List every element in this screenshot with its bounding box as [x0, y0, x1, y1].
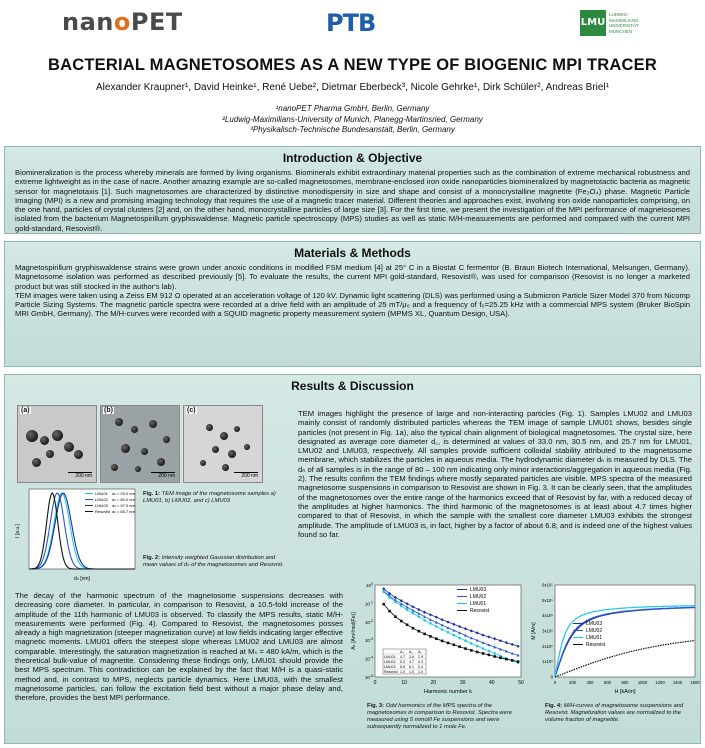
fig2-ylabel: I [a.u.]: [15, 524, 21, 538]
lmu-logo: [580, 10, 644, 36]
fig3-point: [441, 628, 444, 631]
particle: [26, 430, 38, 442]
fig3-ytick: $10^{-4}$: [364, 655, 373, 662]
fig4-xlabel: H [kA/m]: [614, 689, 636, 695]
fig3-point: [435, 625, 438, 628]
fig3-point: [388, 596, 391, 599]
nanopet-logo: nanoPET: [62, 8, 183, 36]
fig4-ytick: 3x10⁵: [542, 628, 553, 634]
fig3-point: [418, 615, 421, 618]
particle: [131, 426, 138, 433]
fig3-point: [470, 649, 473, 652]
fig4-xtick: 1000: [637, 680, 648, 685]
fig3-table-cell: Resovist: [384, 669, 398, 674]
particle: [141, 448, 148, 455]
particle: [74, 450, 83, 459]
particle: [121, 444, 130, 453]
results-text-2: The decay of the harmonic spectrum of the magnetosome suspensions decreases with decreasing core diameter. In particular, in comparison to Resovist, a 10.5-fold increase of the amplitude of the 11th harmonic of LMU03 is observed. To classify the MPS results, static M/H-measurements were performed (Fig. 4). Compared to Resovist, the magnetosomes posses already a high magnetization (steeper magnetization curve) at low fields indicating larger effective magnetic moments. LMU01 offers the steepest slope whereas LMU02 and LMU03 are almost comparable. Interestingly, the saturation magnetization is reached at Mₛ = 480 kA/m, which is the theoretical bulk-value of magnetite. Considering these findings only, LMU01 should provide the best MPS spectrum. This contradiction can be explained by the fact that M/H is a quasi-static method and, in contrast to MPS, neglects particle dynamics. Here LMU03, with the smallest magnetosome particles, can follow the excitation field best without a major phase delay and, therefore, provides the best MPI performance.: [15, 591, 343, 703]
fig3-point: [517, 660, 520, 663]
fig4-legend-label: LMU02: [586, 628, 603, 634]
fig4-xtick: 200: [569, 680, 576, 685]
fig3-caption: Fig. 3: Odd harmonics of the MPS spectra of the magnetosomes in comparison to Resovist. Spectra were measured using 5 mmol/l Fe suspensions and were subsequently normalized to 1 mole Fe.: [367, 703, 512, 730]
fig3-point: [423, 633, 426, 636]
fig3-point: [505, 658, 508, 661]
fig4-xtick: 1600: [690, 680, 700, 685]
header: [0, 0, 705, 50]
fig4-ylabel: M [A/m]: [531, 622, 537, 640]
fig2-legend-value: dₕ = 65.7 nm: [112, 509, 135, 514]
fig4-xtick: 400: [586, 680, 594, 685]
fig3-table-cell: 5.4: [418, 664, 423, 669]
particle: [40, 436, 49, 445]
fig3-point: [406, 608, 409, 611]
fig3-xtick: 10: [401, 680, 407, 686]
fig3-point: [499, 657, 502, 660]
intro-text: Biomineralization is the process whereby minerals are formed by living organisms. Biominerals exhibit extraordinary material properties such as the combination of extreme mechanical robustness and extreme lightweight as in the case of nacre. Another amazing example are so-called magnetosomes, membrane-enclosed iron oxide nanoparticles biomineralized by magnetotactic bacteria as magnetic sensor for magnetotaxis [1]. Such magnetosomes are characterized by distinctive monodispersity in size and shape and consist of a monocrystalline magnetite (Fe₃O₄) phase. Magnetic Particle Imaging (MPI) is a new and promising imaging technology that requires the use of a magnetic tracer material. Different theories and approaches exist, involving iron oxide nanoparticles comprising, on the one hand, particles of crystal clusters [2] and, on the other hand, monocrystalline particles of large size [3]. For the first time, we present the investigation of the MPI performance of magnetosomes isolated from the bacterium Magnetospirillum gryphiswaldense. Magnetic particle spectroscopy (MPS) studies as well as static M/H-measurements are performed and compared with the current MPI gold-standard, Resovist®.: [15, 168, 690, 233]
fig4-ytick: 0: [550, 674, 553, 680]
fig4-xtick: 0: [553, 680, 557, 685]
author-list: Alexander Kraupner¹, David Heinke¹, René Uebe², Dietmar Eberbeck³, Nicole Gehrke¹, Dirk Schüler², Andreas Briel¹: [96, 82, 609, 93]
affiliation-3: ³Physikalisch-Technische Bundesanstalt, Berlin, Germany: [250, 125, 455, 134]
fig3-ytick: $10^{-1}$: [364, 600, 373, 607]
fig3-point: [470, 642, 473, 645]
particle: [244, 444, 250, 450]
fig3-point: [400, 605, 403, 608]
fig3-table-cell: 3.6: [409, 654, 414, 659]
fig3-table-cell: A₃: [400, 649, 404, 654]
fig3-point: [453, 644, 456, 647]
particle: [212, 446, 219, 453]
tem-scale-b: 200 nm: [158, 473, 175, 479]
fig4-xtick: 600: [604, 680, 611, 685]
particle: [46, 450, 54, 458]
results-text-1: TEM images highlight the presence of large and non-interacting particles (Fig. 1). Samples LMU02 and LMU03 mainly consist of randomly distributed particles whereas the TEM image of sample LMU01 shows, besides single particles (not present in Fig. 1a), also the typical chain alignment of biological magnetosomes. The crystal size, here designated as average core diameter d꜀, is determined at values of 33.0 nm, 30.5 nm, and 25.7 nm for LMU01, LMU02 and LMU03, respectively. All samples provide sufficient colloidal stability attributed to the magnetosome membrane, which stabilizes the particles in aqueous media. The hydrodynamic diameter dₕ is measured by DLS. The dₕ of all samples is in the range of 80 – 100 nm indicating only minor interactions/aggregation in aqueous media (Fig. 2). The results confirm the TEM findings where mostly separated particles are visible. MPS spectra of the measured magnetosome suspensions in comparison to Resovist are shown in Fig. 3. It can be clearly seen, that the amplitudes of the magnetosomes over the entire range of the harmonics exceed that of Resovist by far, with a reduced decay of the amplitudes at higher harmonics. The third harmonic of the magnetosomes is at least about 4.7 times higher compared to that of Resovist, in which the sample with the smallest core diameter LMU03 exhibits the strongest amplitude. The amplitude of LMU03 is, in fact, higher by a factor of about 6.8; and is indeed one of the highest values found so far.: [298, 409, 692, 539]
fig2-legend-value: dₕ = 93.0 nm: [112, 491, 135, 496]
fig4-legend-label: LMU01: [586, 635, 603, 641]
affiliations: [0, 104, 705, 136]
fig4-ytick: 5x10⁵: [542, 597, 553, 603]
particle: [149, 420, 157, 428]
fig2-legend-label: LMU02: [95, 497, 108, 502]
particle: [222, 464, 229, 471]
fig3-point: [447, 631, 450, 634]
poster-title: BACTERIAL MAGNETOSOMES AS A NEW TYPE OF BIOGENIC MPI TRACER: [48, 56, 657, 74]
fig3-point: [511, 659, 514, 662]
fig2-dls-chart: [15, 483, 140, 585]
fig3-point: [412, 612, 415, 615]
tem-image-b: [100, 405, 180, 483]
fig3-ytick: $10^{-3}$: [364, 637, 373, 644]
fig3-point: [412, 627, 415, 630]
particle: [228, 450, 236, 458]
fig3-table-cell: LMU03: [384, 664, 396, 669]
fig3-point: [429, 622, 432, 625]
tem-label-c: (c): [187, 407, 196, 414]
fig4-ytick: 4x10⁵: [542, 613, 553, 619]
fig1-caption: Fig. 1: TEM image of the magnetosome samples a) LMU01, b) LMU02, and c) LMU03: [143, 491, 276, 504]
fig3-point: [488, 650, 491, 653]
fig3-point: [476, 645, 479, 648]
fig3-point: [423, 619, 426, 622]
fig3-legend-label: Resovist: [470, 608, 490, 614]
affiliation-1: ¹nanoPET Pharma GmbH, Berlin, Germany: [275, 104, 430, 113]
fig3-xtick: 50: [518, 680, 524, 686]
fig3-table-cell: 2.9: [418, 654, 423, 659]
results-heading: Results & Discussion: [291, 379, 414, 393]
intro-heading: Introduction & Objective: [282, 151, 423, 165]
fig3-point: [418, 630, 421, 633]
fig3-point: [382, 603, 385, 606]
ptb-logo: PTB: [326, 9, 376, 37]
fig3-point: [482, 647, 485, 650]
fig3-table-cell: A₇: [418, 649, 422, 654]
results-section: [4, 374, 701, 744]
fig3-table-cell: 4.3: [418, 659, 423, 664]
particle: [111, 464, 118, 471]
fig4-legend-label: LMU03: [586, 621, 603, 627]
fig4-xtick: 800: [621, 680, 629, 685]
fig3-ytick: $10^{-2}$: [364, 618, 373, 625]
fig3-table-cell: 6.8: [400, 664, 405, 669]
fig3-table-cell: 4.7: [409, 659, 414, 664]
intro-section: [4, 146, 701, 234]
fig3-point: [441, 640, 444, 643]
fig3-xtick: 30: [459, 680, 466, 686]
fig3-point: [464, 639, 467, 642]
fig3-point: [488, 654, 491, 657]
fig4-ytick: 2x10⁵: [542, 643, 553, 649]
particle: [157, 458, 165, 466]
tem-scale-c: 200 nm: [241, 473, 258, 479]
fig4-ytick: 6x10⁵: [542, 582, 553, 588]
fig3-table-cell: LMU01: [384, 654, 396, 659]
fig3-point: [458, 645, 461, 648]
methods-text: [5, 260, 700, 319]
fig3-mps-chart: [349, 579, 529, 699]
particle: [135, 466, 141, 472]
methods-paragraph-2: TEM images were taken using a Zeiss EM 912 Ω operated at an acceleration voltage of 120 kV. Dynamic light scattering (DLS) was performed using a Submicron Particle Sizer Model 370 from Nicomp Particle Sizing Systems. The magnetic particle spectra were recorded at a drive field with an amplitude of 25 mT/μ₀ and a frequency of f₀=25.25 kHz with a commercial MPS system (Bruker BioSpin MRI GmbH, Germany). The M/H-curves were recorded with a SQUID magnetic property measurement system (MPMS XL, Quantum Design, USA).: [15, 290, 690, 319]
fig4-ytick: 1x10⁵: [542, 659, 553, 665]
particle: [234, 426, 240, 432]
fig3-xtick: 20: [430, 680, 437, 686]
fig3-point: [453, 634, 456, 637]
fig2-xlabel: dₕ [nm]: [74, 576, 90, 582]
fig4-mh-chart: [529, 579, 701, 699]
fig3-point: [447, 642, 450, 645]
fig3-xlabel: Harmonic number k: [424, 689, 472, 695]
fig3-point: [394, 615, 397, 618]
fig4-xtick: 1400: [672, 680, 683, 685]
lmu-logo-text: LUDWIG- MAXIMILIANS- UNIVERSITÄT MÜNCHEN: [609, 12, 640, 34]
fig3-table-cell: 1.0: [409, 669, 414, 674]
particle: [220, 432, 228, 440]
tem-image-c: [183, 405, 263, 483]
fig3-table-cell: LMU02: [384, 659, 396, 664]
affiliation-2: ²Ludwig-Maximilians-University of Munich, Planegg-Martinsried, Germany: [222, 114, 483, 124]
fig2-legend-label: LMU01: [95, 491, 108, 496]
fig2-legend-value: dₕ = 80.0 nm: [112, 497, 135, 502]
fig3-point: [388, 610, 391, 613]
fig3-point: [400, 620, 403, 623]
fig3-legend-label: LMU03: [470, 587, 487, 593]
fig3-table-cell: 4.7: [400, 654, 405, 659]
tem-label-b: (b): [104, 407, 113, 414]
particle: [163, 436, 170, 443]
fig2-legend-label: Resovist: [95, 509, 111, 514]
methods-heading: Materials & Methods: [294, 246, 411, 260]
fig4-legend-label: Resovist: [586, 642, 606, 648]
fig3-point: [464, 647, 467, 650]
fig3-point: [382, 591, 385, 594]
fig3-point: [482, 652, 485, 655]
fig3-table-cell: A₅: [409, 649, 413, 654]
fig3-legend-label: LMU02: [470, 594, 487, 600]
fig3-point: [493, 652, 496, 655]
tem-scale-a: 200 nm: [75, 473, 92, 479]
fig4-xtick: 1200: [655, 680, 665, 685]
fig3-point: [429, 635, 432, 638]
fig3-point: [493, 655, 496, 658]
tem-image-a: [17, 405, 97, 483]
lmu-logo-box: LMU: [580, 10, 606, 36]
fig3-point: [458, 637, 461, 640]
particle: [52, 430, 63, 441]
fig4-caption: Fig. 4: M/H-curves of magnetosome suspensions and Resovist. Magnetization values are normalized to the volume fraction of magnetite.: [545, 703, 684, 723]
methods-section: [4, 241, 701, 367]
tem-label-a: (a): [21, 407, 30, 414]
fig3-point: [476, 651, 479, 654]
particle: [32, 458, 41, 467]
methods-paragraph-1: Magnetospirillum gryphiswaldense strains were grown under anoxic conditions in modified FSM medium [4] at 25° C in a Biostat C fermentor (B. Braun Biotech International, Melsungen, Germany). Magnetosome isolation was performed as described previously [5]. To evaluate the results, the current MPI gold-standard, Resovist®, was used for comparison (Resovist is no longer a marketed product but was still stocked in the author's lab).: [15, 263, 690, 291]
fig3-xtick: 40: [489, 680, 495, 686]
particle: [206, 424, 213, 431]
fig3-ylabel: Aₖ [Am²/mol(Fe)]: [351, 612, 357, 650]
fig3-xtick: 0: [373, 680, 377, 686]
fig2-legend-label: LMU03: [95, 503, 108, 508]
fig2-legend-value: dₕ = 97.0 nm: [112, 503, 135, 508]
particle: [200, 460, 206, 466]
fig3-table-cell: 6.1: [409, 664, 414, 669]
fig3-legend-label: LMU01: [470, 601, 487, 607]
particle: [115, 418, 123, 426]
fig3-ytick: $10^{-5}$: [364, 674, 373, 680]
fig3-table-cell: 5.3: [400, 659, 405, 664]
fig3-table-cell: 1.0: [400, 669, 405, 674]
fig3-point: [406, 623, 409, 626]
fig3-point: [394, 601, 397, 604]
particle: [64, 442, 74, 452]
fig2-caption: Fig. 2: Intensity weighted Gaussian distribution and mean values of dₕ of the magnetosomes and Resovist.: [143, 555, 284, 568]
fig3-point: [435, 637, 438, 640]
fig3-ytick: $10^0$: [366, 582, 373, 588]
fig3-table-cell: 1.0: [418, 669, 423, 674]
